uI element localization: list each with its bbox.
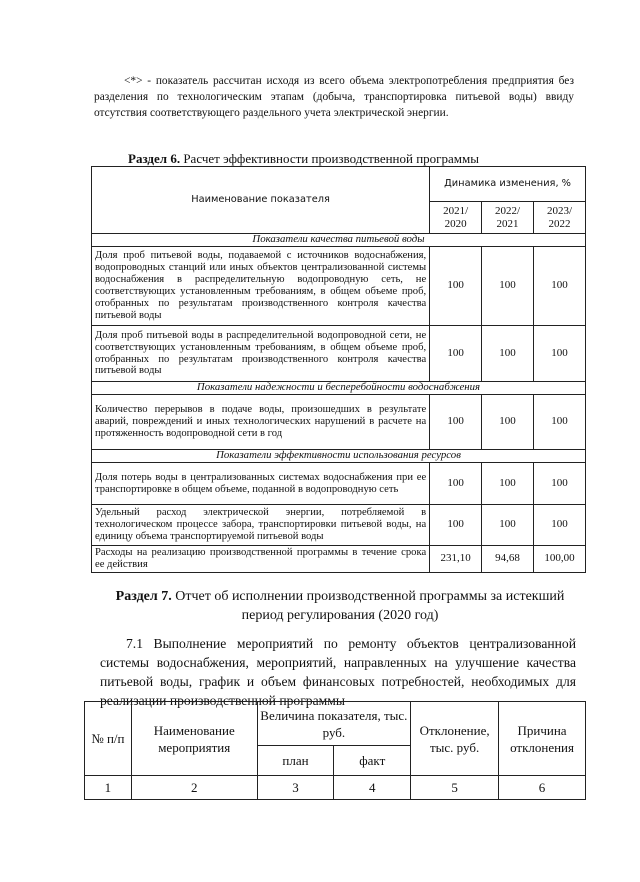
table-row-label: Доля проб питьевой воды в распределительной водопроводной сети, не соответствующих установленным требованиям, в общем объеме проб, отобранных по результатам производственного контроля качества питьевой воды: [92, 326, 430, 382]
header-reason: Причина отклонения: [499, 702, 586, 776]
report-table: [84, 701, 586, 800]
table-cell-value: 100: [430, 326, 482, 382]
header-value: Величина показателя, тыс. руб.: [257, 702, 411, 746]
section7-title-text: Отчет об исполнении производственной программы за истекший период регулирования (2020 год): [171, 589, 565, 623]
category-quality: Показатели качества питьевой воды: [92, 234, 586, 247]
column-number: 4: [334, 776, 411, 800]
efficiency-table: [91, 166, 586, 573]
column-number: 1: [85, 776, 132, 800]
column-number: 3: [257, 776, 334, 800]
section7-title: [100, 587, 580, 625]
table-cell-value: 100: [430, 463, 482, 505]
table-cell-value: 100: [534, 326, 586, 382]
table-cell-value: 100: [430, 247, 482, 326]
column-number: 6: [499, 776, 586, 800]
section6-title-bold: Раздел 6.: [128, 151, 181, 166]
table-cell-value: 100: [482, 326, 534, 382]
column-number: 2: [131, 776, 257, 800]
category-reliability: Показатели надежности и бесперебойности водоснабжения: [92, 382, 586, 395]
table-cell-value: 100: [482, 463, 534, 505]
table-cell-value: 100: [534, 395, 586, 450]
table-cell-value: 100: [430, 505, 482, 546]
table-cell-value: 100: [534, 247, 586, 326]
table-cell-value: 100: [482, 505, 534, 546]
header-fact: факт: [334, 746, 411, 776]
section7-paragraph: 7.1 Выполнение мероприятий по ремонту объектов централизованной системы водоснабжения, мероприятий, направленных на улучшение качества питьевой воды, график и объем финансовых потребностей, необходимых для реализации производственной программы: [100, 636, 576, 708]
table-cell-value: 100: [534, 505, 586, 546]
table-cell-value: 231,10: [430, 546, 482, 573]
footnote-paragraph: <*> - показатель рассчитан исходя из всего объема электропотребления предприятия без разделения по технологическим этапам (добыча, транспортировка питьевой воды) ввиду отсутствия соответствующего раздельного учета электрической энергии.: [94, 75, 574, 119]
table-row-label: Доля потерь воды в централизованных системах водоснабжения при ее транспортировке в общем объеме, поданной в водопроводную сеть: [92, 463, 430, 505]
section6-title: [128, 151, 479, 167]
header-plan: план: [257, 746, 334, 776]
header-year-2021: 2021/ 2020: [430, 202, 482, 234]
table-cell-value: 100: [430, 395, 482, 450]
section6-title-text: Расчет эффективности производственной программы: [180, 151, 479, 166]
header-year-2022: 2022/ 2021: [482, 202, 534, 234]
table-row-label: Удельный расход электрической энергии, потребляемой в технологическом процессе забора, транспортировки питьевой воды, на единицу объема транспортируемой питьевой воды: [92, 505, 430, 546]
table-cell-value: 94,68: [482, 546, 534, 573]
column-number: 5: [411, 776, 499, 800]
category-efficiency: Показатели эффективности использования ресурсов: [92, 450, 586, 463]
table-row-label: Расходы на реализацию производственной программы в течение срока ее действия: [92, 546, 430, 573]
header-deviation: Отклонение, тыс. руб.: [411, 702, 499, 776]
header-year-2023: 2023/ 2022: [534, 202, 586, 234]
table-cell-value: 100: [482, 247, 534, 326]
table-row-label: Количество перерывов в подаче воды, произошедших в результате аварий, повреждений и иных технологических нарушений в расчете на протяженность водопроводной сети в год: [92, 395, 430, 450]
table-cell-value: 100: [482, 395, 534, 450]
section7-title-bold: Раздел 7.: [115, 589, 172, 604]
header-indicator-name: Наименование показателя: [92, 167, 430, 234]
header-dynamics: Динамика изменения, %: [430, 167, 586, 202]
table-row-label: Доля проб питьевой воды, подаваемой с источников водоснабжения, водопроводных станций или иных объектов централизованной системы водоснабжения в распределительную водопроводную сеть, не соответствующих установленным требованиям, в общем объеме проб, отобранных по результатам производственного контроля качества питьевой воды: [92, 247, 430, 326]
header-num: № п/п: [85, 702, 132, 776]
header-event-name: Наименование мероприятия: [131, 702, 257, 776]
table-cell-value: 100: [534, 463, 586, 505]
table-cell-value: 100,00: [534, 546, 586, 573]
